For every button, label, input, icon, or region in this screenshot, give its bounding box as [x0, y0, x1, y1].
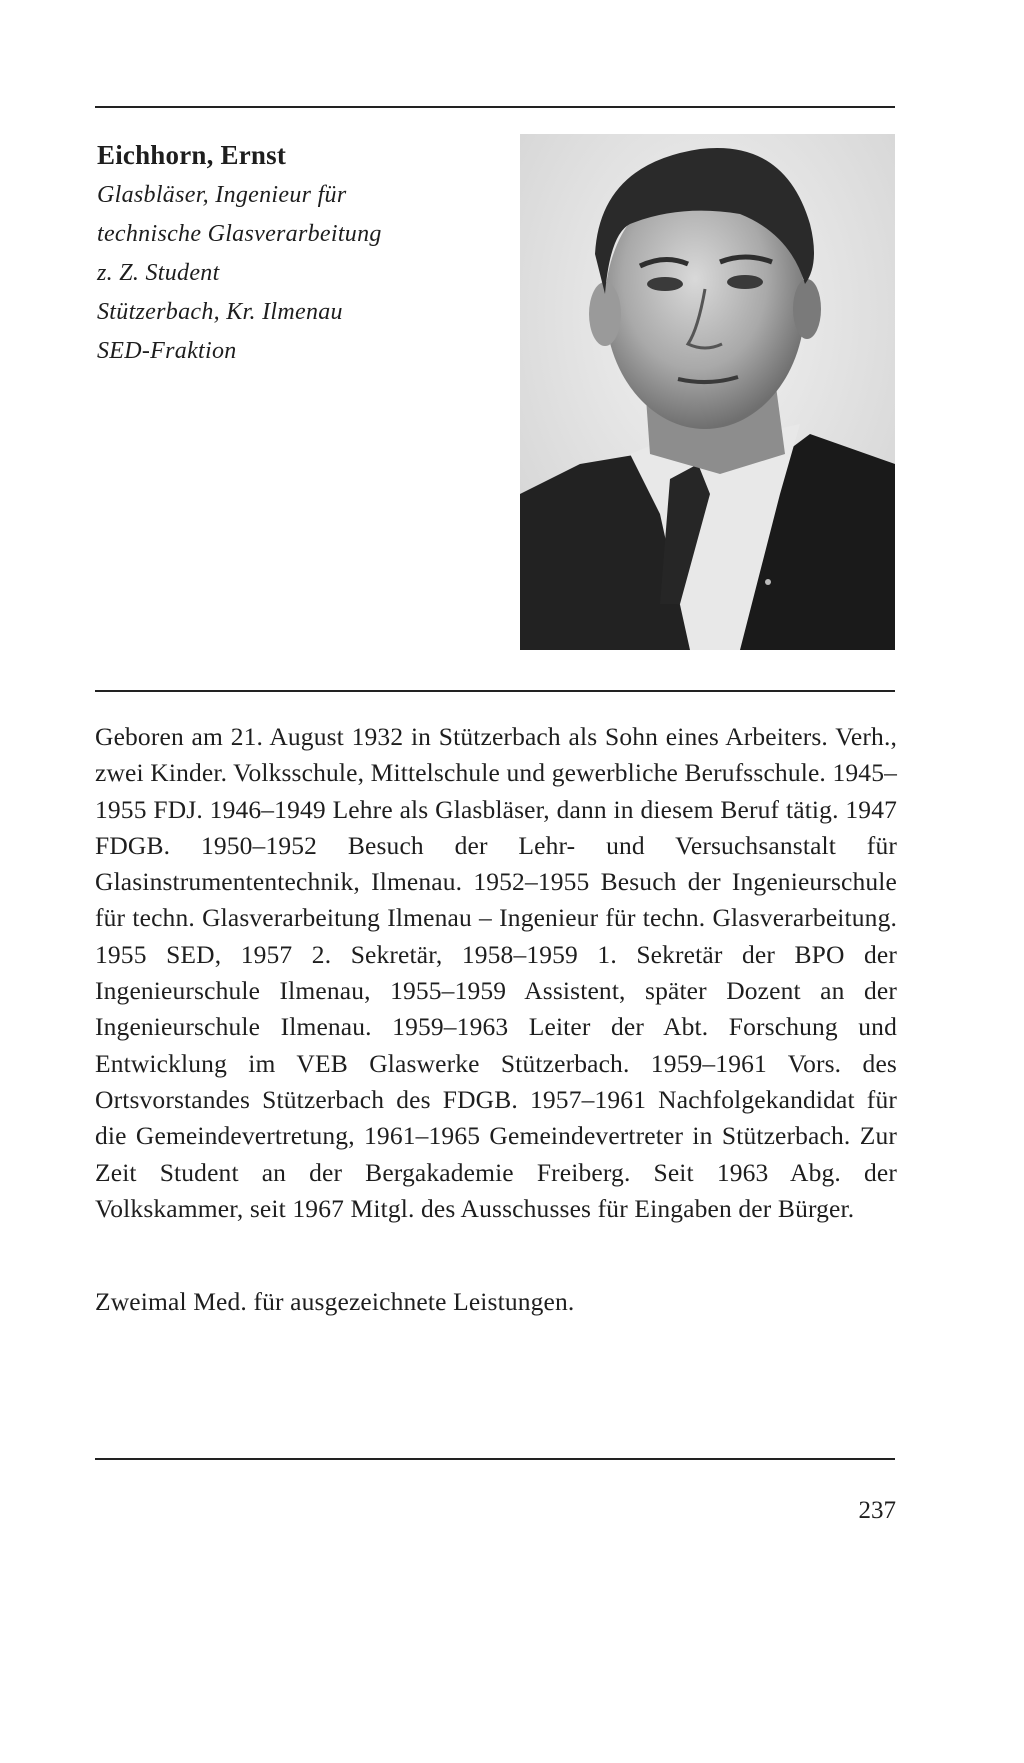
header-line-5: SED-Fraktion — [97, 338, 237, 364]
person-name: Eichhorn, Ernst — [97, 140, 287, 170]
header-block — [97, 138, 517, 371]
award-text: Zweimal Med. für ausgezeichnete Leistungen. — [95, 1287, 575, 1316]
header-line-3: z. Z. Student — [97, 260, 220, 286]
header-line-2: technische Glasverarbeitung — [97, 221, 382, 247]
header-line-1: Glasbläser, Ingenieur für — [97, 182, 347, 208]
biography-text: Geboren am 21. August 1932 in Stützerbach als Sohn eines Arbeiters. Verh., zwei Kinder. Volksschule, Mittelschule und gewerbliche Berufsschule. 1945–1955 FDJ. 1946–1949 Lehre als Glasbläser, dann in diesem Beruf tätig. 1947 FDGB. 1950–1952 Besuch der Lehr- und Versuchsanstalt für Glasinstrumententechnik, Ilmenau. 1952–1955 Besuch der Ingenieurschule für techn. Glasverarbeitung Ilmenau – Ingenieur für techn. Glasverarbeitung. 1955 SED, 1957 2. Sekretär, 1958–1959 1. Sekretär der BPO der Ingenieurschule Ilmenau, 1955–1959 Assistent, später Dozent an der Ingenieurschule Ilmenau. 1959–1963 Leiter der Abt. Forschung und Entwicklung im VEB Glaswerke Stützerbach. 1959–1961 Vors. des Ortsvorstandes Stützerbach des FDGB. 1957–1961 Nachfolgekandidat für die Gemeindevertretung, 1961–1965 Gemeindevertreter in Stützerbach. Zur Zeit Student an der Bergakademie Freiberg. Seit 1963 Abg. der Volkskammer, seit 1967 Mitgl. des Ausschusses für Eingaben der Bürger. — [95, 722, 897, 1223]
middle-rule — [95, 690, 895, 692]
portrait-photo-icon — [520, 134, 895, 650]
page-number: 237 — [858, 1497, 896, 1524]
bottom-rule — [95, 1458, 895, 1460]
header-line-4: Stützerbach, Kr. Ilmenau — [97, 299, 343, 325]
top-rule — [95, 106, 895, 108]
portrait-photo — [520, 134, 895, 650]
